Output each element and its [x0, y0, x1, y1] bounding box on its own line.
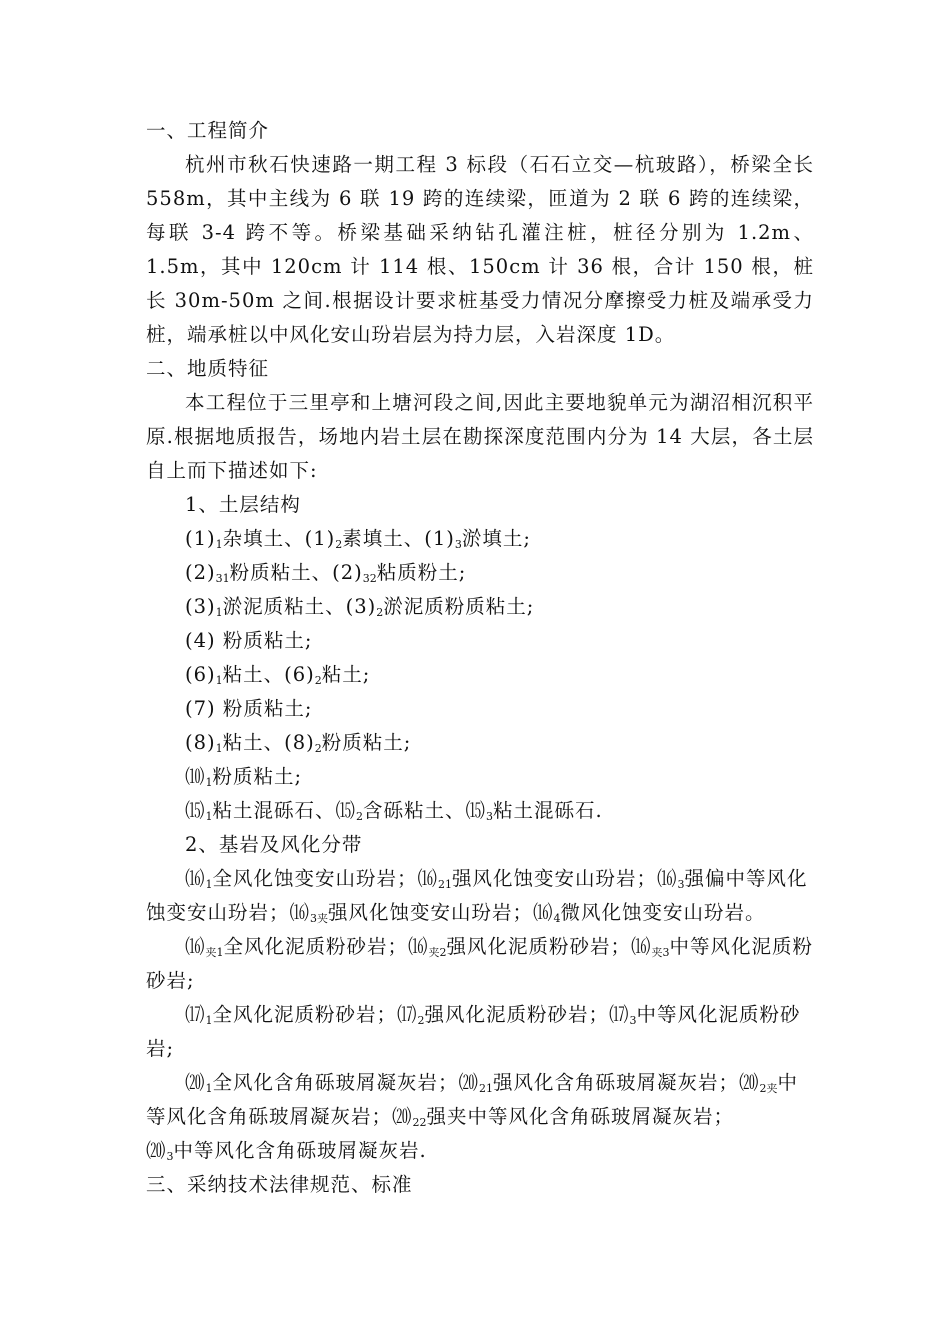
- section-heading-2: 二、地质特征: [146, 357, 270, 380]
- soil-layer-line: $(3)_1$淤泥质粘土、$(3)_2$淤泥质粉质粘土;: [185, 595, 535, 619]
- bedrock-paragraph: $⒃_1$全风化蚀变安山玢岩；$⒃_{21}$强风化蚀变安山玢岩；$⒃_3$强偏中等风化蚀变安山玢岩；$⒃_{3夹}$强风化蚀变安山玢岩；$⒃_4$微风化蚀变安山玢岩。: [146, 867, 808, 925]
- section-heading-1: 一、工程简介: [146, 119, 270, 142]
- bedrock-paragraph: $⒄_1$全风化泥质粉砂岩；$⒄_2$强风化泥质粉砂岩；$⒄_3$中等风化泥质粉砂岩;: [146, 1003, 801, 1060]
- section-heading-3: 三、采纳技术法律规范、标准: [146, 1173, 413, 1196]
- project-overview-paragraph: 杭州市秋石快速路一期工程 3 标段（石石立交—杭玻路），桥梁全长 558m，其中主线为 6 联 19 跨的连续梁，匝道为 2 联 6 跨的连续梁，每联 3-4 跨不等。桥梁基础采纳钻孔灌注桩，桩径分别为 1.2m、1.5m，其中 120cm 计 114 根、150cm 计 36 根，合计 150 根，桩长 30m-50m 之间.根据设计要求桩基受力情况分摩擦受力桩及端承受力桩，端承桩以中风化安山玢岩层为持力层，入岩深度 1D。: [146, 153, 814, 346]
- bedrock-paragraph: $⒃_{夹1}$全风化泥质粉砂岩；$⒃_{夹2}$强风化泥质粉砂岩；$⒃_{夹3}$中等风化泥质粉砂岩;: [146, 935, 814, 992]
- soil-layer-line: (4) 粉质粘土;: [185, 629, 313, 652]
- soil-layer-line: $⑽_1$粉质粘土;: [185, 765, 303, 789]
- document-body: [146, 114, 814, 1202]
- soil-layer-line: $(6)_1$粘土、$(6)_2$粘土;: [185, 663, 371, 687]
- soil-layer-line: $(1)_1$杂填土、$(1)_2$素填土、$(1)_3$淤填土;: [185, 527, 531, 551]
- subheading-bedrock: 2、基岩及风化分带: [185, 833, 363, 856]
- soil-layer-line: $(8)_1$粘土、$(8)_2$粉质粘土;: [185, 731, 412, 755]
- soil-layer-line: $⒂_1$粘土混砾石、$⒂_2$含砾粘土、$⒂_3$粘土混砾石.: [185, 799, 603, 823]
- geology-intro-paragraph: 本工程位于三里亭和上塘河段之间,因此主要地貌单元为湖沼相沉积平原.根据地质报告，场地内岩土层在勘探深度范围内分为 14 大层，各土层自上而下描述如下:: [146, 391, 814, 482]
- soil-layer-line: $(2)_{31}$粉质粘土、$(2)_{32}$粘质粉土;: [185, 561, 467, 585]
- subheading-soil-structure: 1、土层结构: [185, 493, 301, 516]
- soil-layer-line: (7) 粉质粘土;: [185, 697, 313, 720]
- bedrock-paragraph: $⒇_1$全风化含角砾玻屑凝灰岩；$⒇_{21}$强风化含角砾玻屑凝灰岩；$⒇_{2夹}$中等风化含角砾玻屑凝灰岩；$⒇_{22}$强夹中等风化含角砾玻屑凝灰岩；$⒇_3$中等风化含角砾玻屑凝灰岩.: [146, 1071, 799, 1163]
